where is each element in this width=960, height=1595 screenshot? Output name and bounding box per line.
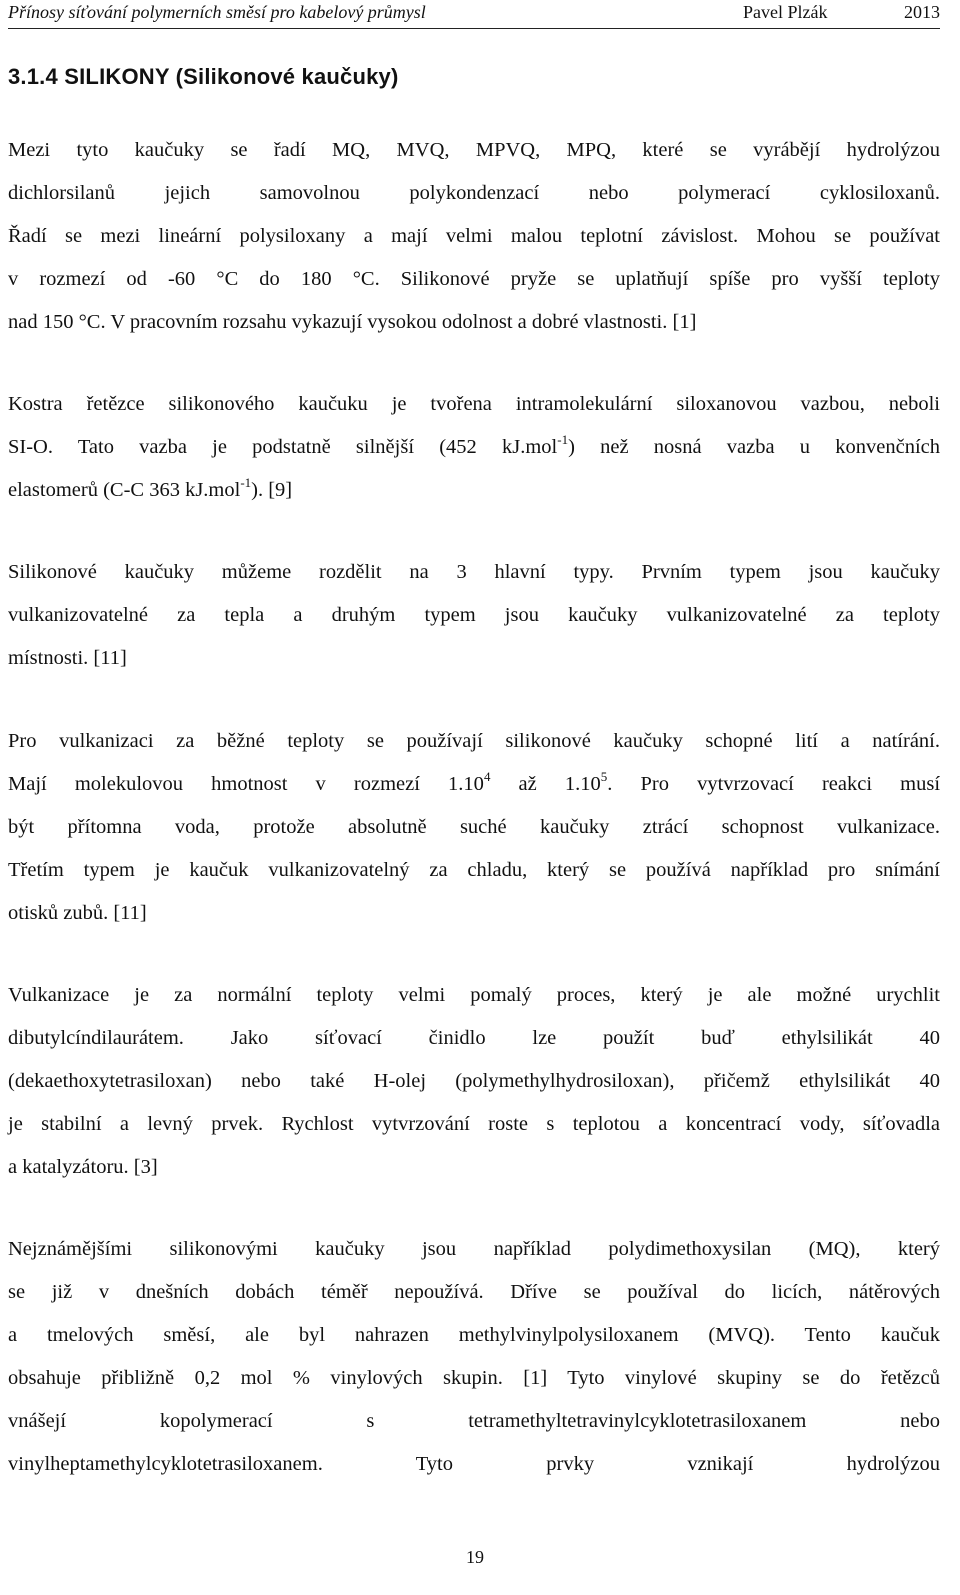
paragraph-3 bbox=[8, 551, 940, 680]
text-line: vnášejí kopolymerací s tetramethyltetravinylcyklotetrasiloxanem nebo bbox=[8, 1410, 940, 1432]
text-line: Třetím typem je kaučuk vulkanizovatelný za chladu, který se používá například pro snímání bbox=[8, 859, 940, 881]
text-segment: ). [9] bbox=[251, 479, 293, 501]
paragraph-1 bbox=[8, 129, 940, 344]
text-line: Vulkanizace je za normální teploty velmi pomalý proces, který je ale možné urychlit bbox=[8, 984, 940, 1006]
text-line: je stabilní a levný prvek. Rychlost vytvrzování roste s teplotou a koncentrací vody, síťovadla bbox=[8, 1113, 940, 1135]
header-year: 2013 bbox=[904, 2, 940, 22]
text-line: dichlorsilanů jejich samovolnou polykondenzací nebo polymerací cyklosiloxanů. bbox=[8, 182, 940, 204]
text-line: otisků zubů. [11] bbox=[8, 902, 147, 924]
text-line: Mezi tyto kaučuky se řadí MQ, MVQ, MPVQ, MPQ, které se vyrábějí hydrolýzou bbox=[8, 139, 940, 161]
text-segment: Mají molekulovou hmotnost v rozmezí 1.10 bbox=[8, 773, 484, 795]
paragraph-4 bbox=[8, 720, 940, 935]
text-line: a tmelových směsí, ale byl nahrazen methylvinylpolysiloxanem (MVQ). Tento kaučuk bbox=[8, 1324, 940, 1346]
superscript: -1 bbox=[557, 432, 569, 447]
header-author: Pavel Plzák bbox=[743, 2, 828, 22]
text-line: Nejznámějšími silikonovými kaučuky jsou například polydimethoxysilan (MQ), který bbox=[8, 1238, 940, 1260]
text-line: vulkanizovatelné za tepla a druhým typem jsou kaučuky vulkanizovatelné za teploty bbox=[8, 604, 940, 626]
text-line: a katalyzátoru. [3] bbox=[8, 1156, 158, 1178]
text-line: (dekaethoxytetrasiloxan) nebo také H-olej (polymethylhydrosiloxan), přičemž ethylsilikát 40 bbox=[8, 1070, 940, 1092]
text-segment: ) než nosná vazba u konvenčních bbox=[568, 436, 940, 458]
text-line: nad 150 °C. V pracovním rozsahu vykazují vysokou odolnost a dobré vlastnosti. [1] bbox=[8, 311, 697, 333]
text-line: vinylheptamethylcyklotetrasiloxanem. Tyto prvky vznikají hydrolýzou bbox=[8, 1453, 940, 1475]
text-line: se již v dnešních dobách téměř nepoužívá. Dříve se používal do licích, nátěrových bbox=[8, 1281, 940, 1303]
text-line bbox=[8, 469, 940, 512]
superscript: 5 bbox=[600, 769, 608, 784]
text-line: místnosti. [11] bbox=[8, 647, 127, 669]
page-number: 19 bbox=[466, 1547, 484, 1567]
text-line: v rozmezí od -60 °C do 180 °C. Silikonové pryže se uplatňují spíše pro vyšší teploty bbox=[8, 268, 940, 290]
text-segment: SI-O. Tato vazba je podstatně silnější (452 kJ.mol bbox=[8, 436, 558, 458]
text-line bbox=[8, 426, 940, 469]
text-line: Silikonové kaučuky můžeme rozdělit na 3 hlavní typy. Prvním typem jsou kaučuky bbox=[8, 561, 940, 583]
text-line bbox=[8, 763, 940, 806]
text-line: Pro vulkanizaci za běžné teploty se používají silikonové kaučuky schopné lití a natírání. bbox=[8, 730, 940, 752]
page-header bbox=[8, 0, 940, 29]
text-line: Řadí se mezi lineární polysiloxany a mají velmi malou teplotní závislost. Mohou se používat bbox=[8, 225, 940, 247]
text-line: Kostra řetězce silikonového kaučuku je tvořena intramolekulární siloxanovou vazbou, neboli bbox=[8, 393, 940, 415]
text-line: dibutylcíndilaurátem. Jako síťovací činidlo lze použít buď ethylsilikát 40 bbox=[8, 1027, 940, 1049]
header-title: Přínosy síťování polymerních směsí pro kabelový průmysl bbox=[8, 2, 426, 22]
superscript: -1 bbox=[240, 475, 252, 490]
text-segment: elastomerů (C-C 363 kJ.mol bbox=[8, 479, 241, 501]
superscript: 4 bbox=[483, 769, 491, 784]
section-heading: 3.1.4 SILIKONY (Silikonové kaučuky) bbox=[8, 64, 399, 89]
paragraph-2 bbox=[8, 383, 940, 512]
text-segment: . Pro vytvrzovací reakci musí bbox=[607, 773, 941, 795]
text-line: být přítomna voda, protože absolutně suché kaučuky ztrácí schopnost vulkanizace. bbox=[8, 816, 940, 838]
text-line: obsahuje přibližně 0,2 mol % vinylových skupin. [1] Tyto vinylové skupiny se do řetězců bbox=[8, 1367, 940, 1389]
paragraph-6 bbox=[8, 1228, 940, 1486]
text-segment: až 1.10 bbox=[490, 773, 601, 795]
paragraph-5 bbox=[8, 974, 940, 1189]
